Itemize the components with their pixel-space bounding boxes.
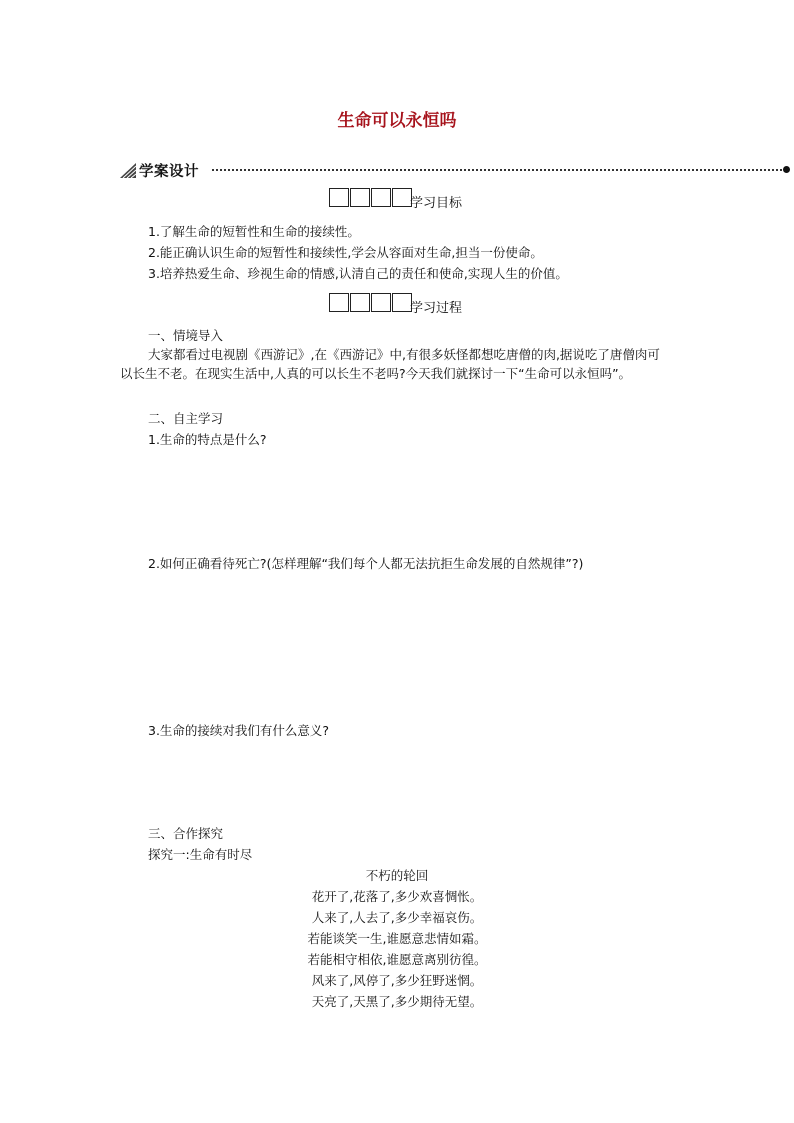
heading-boxes	[329, 293, 413, 312]
poem-line: 若能谈笑一生,谁愿意悲情如霜。	[307, 931, 487, 946]
question-3: 3.生命的接续对我们有什么意义?	[148, 723, 330, 738]
heading-boxes	[329, 188, 413, 207]
heading-box	[329, 188, 349, 207]
goal-item: 1.了解生命的短暂性和生命的接续性。	[148, 224, 360, 239]
goals-heading-label: 学习目标	[410, 196, 463, 211]
heading-box	[392, 188, 412, 207]
heading-box	[350, 188, 370, 207]
goal-item: 3.培养热爱生命、珍视生命的情感,认清自己的责任和使命,实现人生的价值。	[148, 266, 568, 281]
heading-box	[371, 293, 391, 312]
page-title: 生命可以永恒吗	[337, 111, 457, 131]
goal-item: 2.能正确认识生命的短暂性和接续性,学会从容面对生命,担当一份使命。	[148, 245, 543, 260]
poem-line: 花开了,花落了,多少欢喜惆怅。	[311, 889, 483, 904]
question-2: 2.如何正确看待死亡?(怎样理解“我们每个人都无法抗拒生命发展的自然规律”?)	[148, 556, 584, 571]
heading-box	[371, 188, 391, 207]
part1-paragraph: 大家都看过电视剧《西游记》,在《西游记》中,有很多妖怪都想吃唐僧的肉,据说吃了唐僧肉可以长生不老。在现实生活中,人真的可以长生不老吗?今天我们就探讨一下“生命可以永恒吗”。	[120, 347, 660, 381]
dotted-divider	[212, 169, 786, 171]
explore-1-title: 探究一:生命有时尽	[148, 847, 253, 862]
part2-title: 二、自主学习	[148, 411, 224, 426]
poem-line: 若能相守相依,谁愿意离别彷徨。	[307, 952, 487, 967]
section-header	[120, 160, 790, 180]
triangle-decoration-icon	[120, 163, 136, 178]
part1-title: 一、情境导入	[148, 328, 224, 343]
heading-box	[392, 293, 412, 312]
poem-line: 人来了,人去了,多少幸福哀伤。	[311, 910, 483, 925]
heading-box	[350, 293, 370, 312]
divider-end-dot	[783, 166, 790, 173]
poem-line: 天亮了,天黑了,多少期待无望。	[311, 994, 483, 1009]
poem-title: 不朽的轮回	[365, 868, 429, 883]
section-label: 学案设计	[139, 164, 199, 180]
question-1: 1.生命的特点是什么?	[148, 432, 267, 447]
heading-box	[329, 293, 349, 312]
part3-title: 三、合作探究	[148, 826, 224, 841]
process-heading-label: 学习过程	[410, 301, 463, 316]
poem-line: 风来了,风停了,多少狂野迷惘。	[311, 973, 483, 988]
